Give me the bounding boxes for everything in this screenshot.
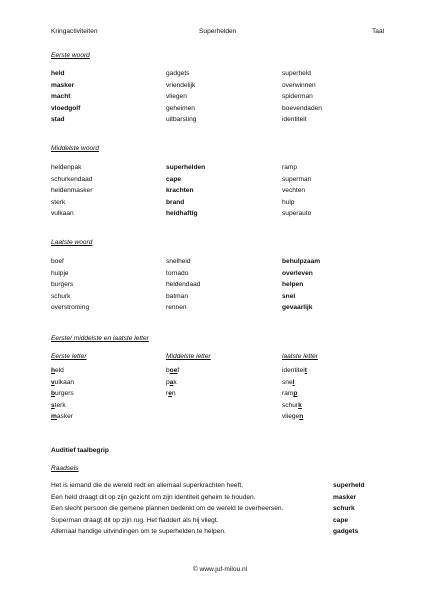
word: cape bbox=[166, 175, 182, 183]
word: heldendaad bbox=[166, 281, 201, 288]
letters-header-middle: Middelste letter bbox=[166, 353, 211, 360]
word: helpen bbox=[282, 281, 304, 288]
word: overleven bbox=[282, 269, 313, 277]
riddle-question: Allemaal handige uitvindingen om te superhelden te helpen. bbox=[51, 528, 226, 536]
laatste-col-3 bbox=[282, 256, 320, 314]
word: ramp bbox=[282, 164, 298, 171]
riddle-answer: masker bbox=[333, 493, 357, 501]
letter-word: identiteit bbox=[282, 367, 307, 374]
riddle-answers bbox=[333, 480, 365, 538]
word: heldhaftig bbox=[166, 210, 198, 217]
word: snel bbox=[282, 292, 296, 300]
word: batman bbox=[166, 292, 188, 300]
section-title-laatste: Laatste woord bbox=[51, 239, 93, 246]
header-left: Kringactiviteiten bbox=[51, 28, 98, 35]
word: stad bbox=[51, 116, 65, 123]
letter-word: sterk bbox=[51, 401, 66, 409]
footer-copyright: © www.juf-milou.nl bbox=[192, 566, 248, 573]
word: superhelden bbox=[166, 164, 206, 171]
word: gadgets bbox=[166, 70, 190, 77]
middelste-col-3 bbox=[282, 162, 311, 220]
word: vloedgolf bbox=[51, 104, 81, 112]
letter-word: ren bbox=[166, 390, 176, 397]
letter-word: boef bbox=[166, 367, 180, 374]
riddle-question: Superman draagt dit op zijn rug. Het fladdert als hij vliegt. bbox=[51, 516, 219, 524]
letter-word: burgers bbox=[51, 390, 74, 397]
riddle-question: Het is iemand die de wereld redt en allemaal superkrachten heeft. bbox=[51, 482, 244, 489]
word: boevendaden bbox=[282, 104, 322, 112]
letters-header-first: Eerste letter bbox=[51, 353, 87, 360]
letters-col-last bbox=[282, 365, 307, 423]
word: boef bbox=[51, 258, 64, 265]
section-title-raadsels: Raadsels bbox=[51, 465, 79, 472]
word: vriendelijk bbox=[166, 81, 196, 89]
letter-word: schurk bbox=[282, 401, 302, 409]
word: identiteit bbox=[282, 116, 307, 123]
word: superman bbox=[282, 175, 312, 183]
word: masker bbox=[51, 81, 75, 89]
riddle-questions bbox=[51, 480, 283, 538]
word: held bbox=[51, 70, 65, 77]
letter-word: vulkaan bbox=[51, 378, 75, 386]
middelste-col-2 bbox=[166, 162, 205, 220]
riddle-answer: gadgets bbox=[333, 528, 359, 536]
word: geheimen bbox=[166, 104, 195, 112]
word: superauto bbox=[282, 210, 312, 217]
word: hulp bbox=[282, 198, 295, 206]
word: burgers bbox=[51, 281, 74, 288]
letters-col-first bbox=[51, 365, 74, 423]
riddle-answer: superheld bbox=[333, 482, 365, 489]
word: macht bbox=[51, 93, 71, 100]
section-title-middelste: Middelste woord bbox=[51, 145, 100, 152]
middelste-col-1 bbox=[51, 162, 92, 220]
letters-header-last: laatste letter bbox=[282, 353, 318, 360]
word: schurkendaad bbox=[51, 175, 93, 183]
letter-word: held bbox=[51, 367, 64, 374]
letter-word: vliegen bbox=[282, 413, 304, 420]
word: heldenpak bbox=[51, 164, 82, 171]
word: overwinnen bbox=[282, 81, 316, 89]
letter-word: ramp bbox=[282, 390, 298, 397]
riddle-question: Een held draagt dit op zijn gezicht om zijn identiteit geheim te houden. bbox=[51, 493, 256, 501]
word: spiderman bbox=[282, 93, 313, 100]
laatste-col-2 bbox=[166, 256, 200, 314]
header-center: Superhelden bbox=[199, 28, 237, 35]
word: uitbarsting bbox=[166, 116, 197, 123]
word: heldenmasker bbox=[51, 187, 93, 194]
eerste-col-1 bbox=[51, 68, 80, 126]
eerste-col-3 bbox=[282, 68, 322, 126]
section-title-auditief: Auditief taalbegrip bbox=[51, 447, 109, 454]
word: vulkaan bbox=[51, 210, 74, 217]
word: schurk bbox=[51, 292, 71, 300]
word: vliegen bbox=[166, 93, 187, 100]
word: tornado bbox=[166, 269, 189, 277]
section-title-letters: Eerste/ middelste en laatste letter bbox=[51, 335, 149, 342]
letter-word: snel bbox=[282, 378, 295, 386]
word: krachten bbox=[166, 187, 194, 194]
word: gevaarlijk bbox=[282, 304, 313, 311]
section-title-eerste: Eerste woord bbox=[51, 52, 90, 59]
word: superheld bbox=[282, 70, 311, 77]
riddle-answer: schurk bbox=[333, 505, 355, 513]
letter-word: masker bbox=[51, 413, 73, 420]
word: sterk bbox=[51, 198, 66, 206]
word: snelheid bbox=[166, 258, 191, 265]
word: hulpje bbox=[51, 269, 69, 277]
eerste-col-2 bbox=[166, 68, 196, 126]
letter-word: pak bbox=[166, 378, 177, 386]
word: vechten bbox=[282, 187, 306, 194]
word: brand bbox=[166, 198, 185, 206]
word: behulpzaam bbox=[282, 258, 321, 265]
header-right: Taal bbox=[372, 28, 385, 35]
word: rennen bbox=[166, 304, 187, 311]
letters-col-middle bbox=[166, 365, 179, 400]
riddle-answer: cape bbox=[333, 516, 349, 524]
riddle-question: Een slecht persoon die gemene plannen bedenkt om de wereld te overheersen. bbox=[51, 505, 284, 513]
laatste-col-1 bbox=[51, 256, 89, 314]
word: overstroming bbox=[51, 304, 90, 311]
